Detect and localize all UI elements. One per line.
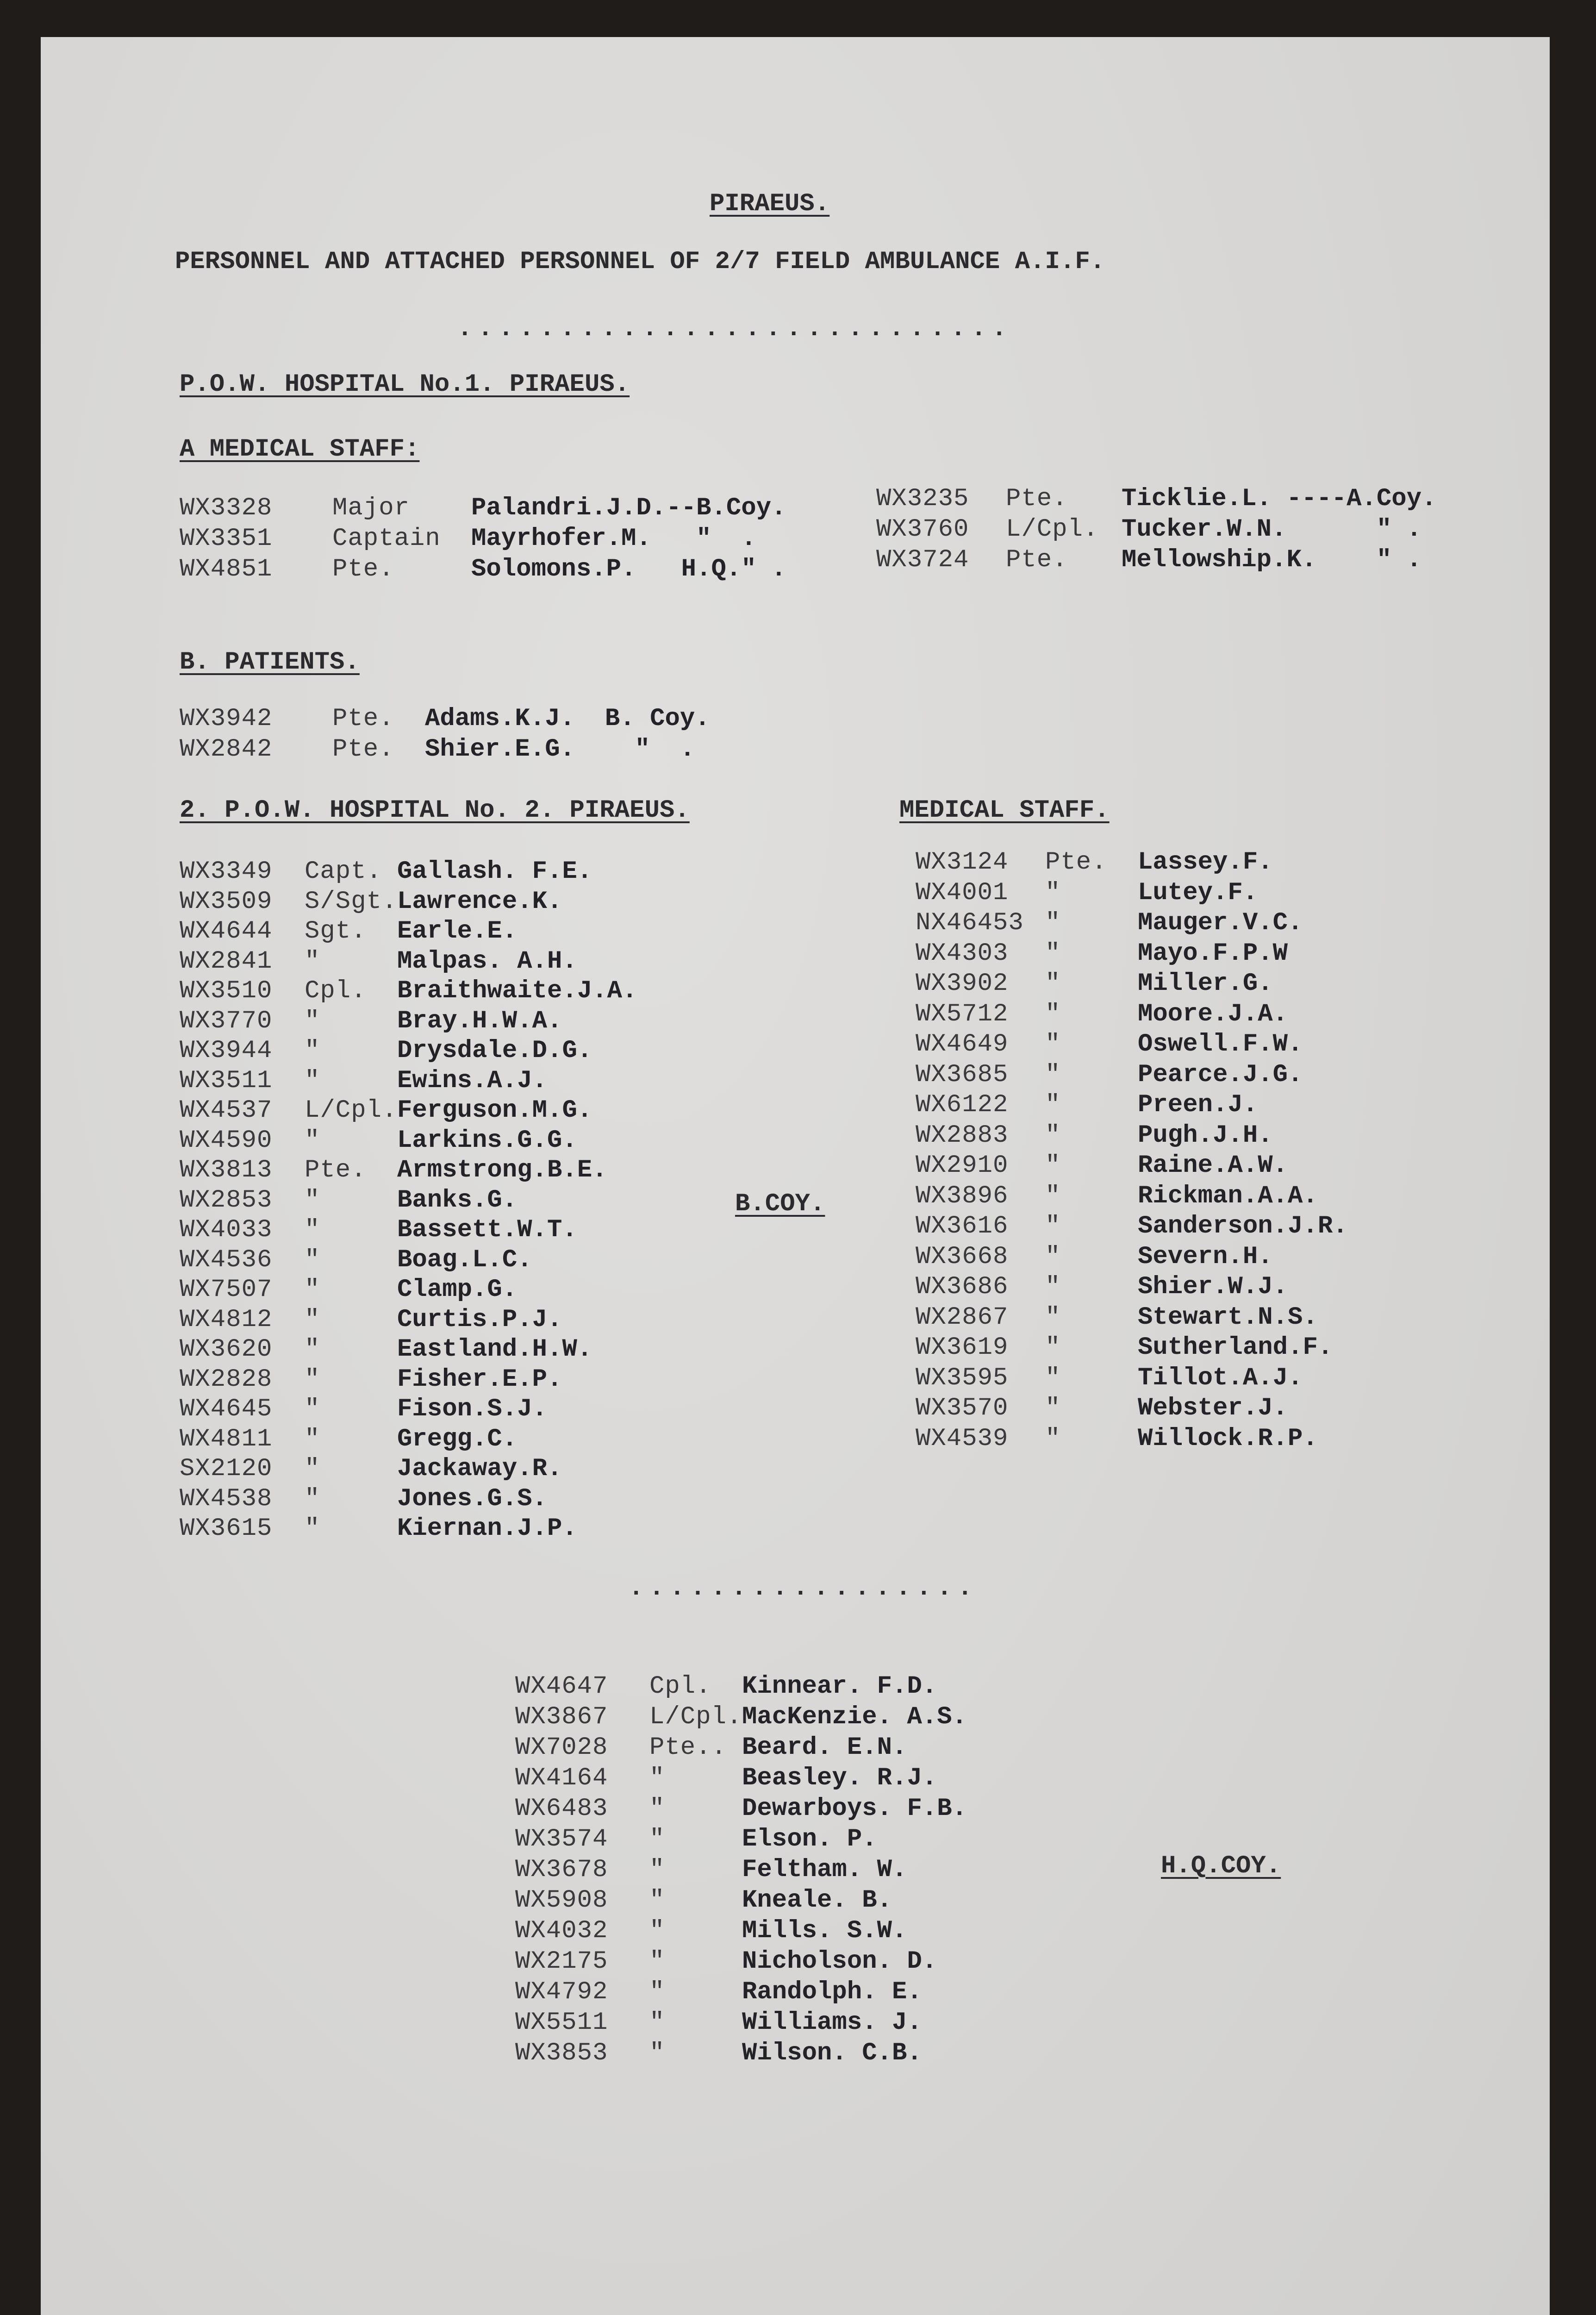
- service-number: WX3595: [916, 1364, 1009, 1392]
- service-number: WX4538: [180, 1484, 273, 1513]
- rank: ": [649, 1825, 665, 1853]
- person-name: Ewins.A.J.: [397, 1066, 548, 1095]
- service-number: WX4649: [916, 1030, 1009, 1058]
- person-name: Earle.E.: [397, 917, 517, 945]
- service-number: WX4001: [916, 878, 1009, 907]
- rank: ": [1045, 1303, 1061, 1332]
- rank: ": [305, 1484, 320, 1513]
- person-name: Shier.W.J.: [1138, 1273, 1288, 1301]
- rank: ": [1045, 1000, 1061, 1028]
- person-name: Pugh.J.H.: [1138, 1121, 1273, 1150]
- person-name: Preen.J.: [1138, 1091, 1258, 1119]
- rank: ": [1045, 1364, 1061, 1392]
- rank: ": [649, 1795, 665, 1823]
- person-name: Lassey.F.: [1138, 848, 1273, 876]
- rank: Pte.: [1006, 546, 1068, 574]
- person-name: Bassett.W.T.: [397, 1216, 577, 1244]
- rank: ": [305, 1276, 320, 1304]
- rank: ": [1045, 1394, 1061, 1422]
- rank: Pte.: [332, 555, 394, 583]
- service-number: WX3867: [515, 1703, 608, 1731]
- service-number: WX2175: [515, 1947, 608, 1976]
- rank: ": [305, 1455, 320, 1483]
- rank: ": [1045, 1333, 1061, 1362]
- rank: S/Sgt.: [305, 887, 398, 916]
- service-number: WX3813: [180, 1156, 273, 1184]
- b-coy-label: B.COY.: [735, 1190, 825, 1218]
- rank: ": [1045, 878, 1061, 907]
- person-name: Eastland.H.W.: [397, 1335, 592, 1364]
- service-number: WX7028: [515, 1733, 608, 1762]
- rank: ": [305, 1037, 320, 1065]
- rank: L/Cpl.: [649, 1703, 742, 1731]
- service-number: WX4033: [180, 1216, 273, 1244]
- person-name: Larkins.G.G.: [397, 1126, 577, 1155]
- service-number: WX2867: [916, 1303, 1009, 1332]
- person-name: Sutherland.F.: [1138, 1333, 1333, 1362]
- person-name: Stewart.N.S.: [1138, 1303, 1318, 1332]
- person-name: Moore.J.A.: [1138, 1000, 1288, 1028]
- service-number: SX2120: [180, 1455, 273, 1483]
- rank: ": [649, 1886, 665, 1915]
- patients-heading: B. PATIENTS.: [180, 648, 360, 676]
- service-number: WX4536: [180, 1245, 273, 1274]
- person-name: Boag.L.C.: [397, 1245, 532, 1274]
- service-number: WX3510: [180, 977, 273, 1005]
- service-number: WX3853: [515, 2039, 608, 2067]
- rank: ": [305, 1425, 320, 1453]
- person-name: Palandri.J.D.--B.Coy.: [471, 494, 786, 522]
- rank: Pte..: [649, 1733, 727, 1762]
- person-name: Solomons.P. H.Q." .: [471, 555, 786, 583]
- person-name: Bray.H.W.A.: [397, 1007, 562, 1035]
- service-number: WX5511: [515, 2008, 608, 2037]
- service-number: WX3668: [916, 1242, 1009, 1271]
- page-title: PIRAEUS.: [710, 190, 830, 218]
- person-name: Beasley. R.J.: [742, 1764, 937, 1792]
- hospital1-staff-heading: A MEDICAL STAFF:: [180, 435, 420, 463]
- rank: ": [1045, 1424, 1061, 1453]
- service-number: WX3902: [916, 970, 1009, 998]
- person-name: Mayo.F.P.W: [1138, 939, 1288, 968]
- service-number: WX3511: [180, 1066, 273, 1095]
- service-number: WX3509: [180, 887, 273, 916]
- person-name: Adams.K.J. B. Coy.: [425, 705, 710, 733]
- person-name: Curtis.P.J.: [397, 1305, 562, 1334]
- person-name: Tillot.A.J.: [1138, 1364, 1303, 1392]
- rank: ": [305, 1245, 320, 1274]
- rank: Major: [332, 494, 410, 522]
- hospital1-title: P.O.W. HOSPITAL No.1. PIRAEUS.: [180, 370, 630, 399]
- person-name: Williams. J.: [742, 2008, 922, 2037]
- service-number: WX4590: [180, 1126, 273, 1155]
- person-name: Malpas. A.H.: [397, 947, 577, 976]
- service-number: WX4645: [180, 1395, 273, 1423]
- person-name: Miller.G.: [1138, 970, 1273, 998]
- service-number: WX2853: [180, 1186, 273, 1214]
- person-name: Mayrhofer.M. " .: [471, 525, 756, 553]
- person-name: Kneale. B.: [742, 1886, 892, 1915]
- service-number: WX4164: [515, 1764, 608, 1792]
- rank: ": [305, 1126, 320, 1155]
- person-name: Gallash. F.E.: [397, 857, 592, 886]
- rank: ": [305, 947, 320, 976]
- rank: ": [1045, 1212, 1061, 1240]
- person-name: Mauger.V.C.: [1138, 909, 1303, 937]
- rank: ": [1045, 1151, 1061, 1180]
- service-number: WX4647: [515, 1672, 608, 1701]
- rank: L/Cpl.: [1006, 515, 1099, 544]
- rank: Pte.: [332, 735, 394, 763]
- separator-top: ...........................: [457, 315, 1012, 343]
- rank: Cpl.: [649, 1672, 711, 1701]
- person-name: Braithwaite.J.A.: [397, 977, 637, 1005]
- service-number: WX2910: [916, 1151, 1009, 1180]
- rank: ": [649, 1978, 665, 2006]
- rank: ": [1045, 909, 1061, 937]
- service-number: WX4032: [515, 1917, 608, 1945]
- rank: Cpl.: [305, 977, 367, 1005]
- rank: ": [649, 2008, 665, 2037]
- rank: Capt.: [305, 857, 382, 886]
- person-name: Willock.R.P.: [1138, 1424, 1318, 1453]
- service-number: WX2883: [916, 1121, 1009, 1150]
- person-name: Mellowship.K. " .: [1122, 546, 1422, 574]
- document-page: [41, 37, 1550, 2315]
- rank: ": [1045, 1091, 1061, 1119]
- person-name: Fisher.E.P.: [397, 1365, 562, 1394]
- rank: ": [1045, 1060, 1061, 1089]
- person-name: Feltham. W.: [742, 1856, 907, 1884]
- service-number: WX3620: [180, 1335, 273, 1364]
- rank: ": [305, 1395, 320, 1423]
- person-name: Clamp.G.: [397, 1276, 517, 1304]
- service-number: WX4644: [180, 917, 273, 945]
- person-name: Jackaway.R.: [397, 1455, 562, 1483]
- rank: ": [305, 1305, 320, 1334]
- service-number: WX5908: [515, 1886, 608, 1915]
- person-name: Ticklie.L. ----A.Coy.: [1122, 485, 1437, 513]
- service-number: WX4303: [916, 939, 1009, 968]
- rank: Captain: [332, 525, 441, 553]
- person-name: Dewarboys. F.B.: [742, 1795, 967, 1823]
- hq-coy-label: H.Q.COY.: [1161, 1852, 1281, 1880]
- service-number: WX4851: [180, 555, 273, 583]
- service-number: WX3685: [916, 1060, 1009, 1089]
- service-number: WX4537: [180, 1096, 273, 1125]
- separator-hq: .................: [629, 1574, 978, 1602]
- person-name: Wilson. C.B.: [742, 2039, 922, 2067]
- person-name: Lawrence.K.: [397, 887, 562, 916]
- service-number: WX3944: [180, 1037, 273, 1065]
- service-number: WX3619: [916, 1333, 1009, 1362]
- service-number: WX3615: [180, 1514, 273, 1543]
- rank: ": [1045, 1273, 1061, 1301]
- service-number: WX3235: [876, 485, 969, 513]
- person-name: Tucker.W.N. " .: [1122, 515, 1422, 544]
- service-number: WX3574: [515, 1825, 608, 1853]
- service-number: WX2828: [180, 1365, 273, 1394]
- person-name: Lutey.F.: [1138, 878, 1258, 907]
- person-name: Shier.E.G. " .: [425, 735, 695, 763]
- rank: ": [649, 1917, 665, 1945]
- service-number: WX4792: [515, 1978, 608, 2006]
- person-name: Elson. P.: [742, 1825, 877, 1853]
- person-name: Armstrong.B.E.: [397, 1156, 607, 1184]
- service-number: WX3678: [515, 1856, 608, 1884]
- service-number: WX3760: [876, 515, 969, 544]
- service-number: WX4811: [180, 1425, 273, 1453]
- rank: L/Cpl.: [305, 1096, 398, 1125]
- service-number: WX3686: [916, 1273, 1009, 1301]
- rank: ": [649, 1856, 665, 1884]
- service-number: WX3570: [916, 1394, 1009, 1422]
- rank: ": [1045, 1242, 1061, 1271]
- person-name: Webster.J.: [1138, 1394, 1288, 1422]
- service-number: WX4539: [916, 1424, 1009, 1453]
- service-number: WX3896: [916, 1182, 1009, 1210]
- rank: ": [649, 1947, 665, 1976]
- rank: ": [305, 1007, 320, 1035]
- rank: Pte.: [1045, 848, 1107, 876]
- service-number: WX3942: [180, 705, 273, 733]
- person-name: Jones.G.S.: [397, 1484, 548, 1513]
- rank: ": [1045, 1030, 1061, 1058]
- service-number: WX6122: [916, 1091, 1009, 1119]
- person-name: Oswell.F.W.: [1138, 1030, 1303, 1058]
- rank: Sgt.: [305, 917, 367, 945]
- hospital2-staff-heading: MEDICAL STAFF.: [899, 796, 1110, 825]
- hospital2-title: 2. P.O.W. HOSPITAL No. 2. PIRAEUS.: [180, 796, 690, 825]
- service-number: WX3724: [876, 546, 969, 574]
- rank: ": [305, 1216, 320, 1244]
- rank: ": [1045, 1182, 1061, 1210]
- person-name: Nicholson. D.: [742, 1947, 937, 1976]
- rank: Pte.: [332, 705, 394, 733]
- service-number: WX3351: [180, 525, 273, 553]
- rank: ": [305, 1066, 320, 1095]
- rank: ": [1045, 939, 1061, 968]
- person-name: Kinnear. F.D.: [742, 1672, 937, 1701]
- rank: ": [305, 1335, 320, 1364]
- service-number: WX2841: [180, 947, 273, 976]
- rank: ": [305, 1365, 320, 1394]
- service-number: NX46453: [916, 909, 1024, 937]
- service-number: WX2842: [180, 735, 273, 763]
- rank: ": [1045, 1121, 1061, 1150]
- rank: ": [1045, 970, 1061, 998]
- person-name: Sanderson.J.R.: [1138, 1212, 1348, 1240]
- rank: ": [649, 2039, 665, 2067]
- service-number: WX3328: [180, 494, 273, 522]
- document-subtitle: PERSONNEL AND ATTACHED PERSONNEL OF 2/7 FIELD AMBULANCE A.I.F.: [175, 248, 1105, 276]
- rank: ": [305, 1514, 320, 1543]
- service-number: WX4812: [180, 1305, 273, 1334]
- person-name: Fison.S.J.: [397, 1395, 548, 1423]
- person-name: Mills. S.W.: [742, 1917, 907, 1945]
- service-number: WX3124: [916, 848, 1009, 876]
- person-name: Gregg.C.: [397, 1425, 517, 1453]
- person-name: Raine.A.W.: [1138, 1151, 1288, 1180]
- person-name: Pearce.J.G.: [1138, 1060, 1303, 1089]
- person-name: Rickman.A.A.: [1138, 1182, 1318, 1210]
- person-name: Kiernan.J.P.: [397, 1514, 577, 1543]
- service-number: WX6483: [515, 1795, 608, 1823]
- person-name: Drysdale.D.G.: [397, 1037, 592, 1065]
- rank: Pte.: [1006, 485, 1068, 513]
- rank: ": [305, 1186, 320, 1214]
- person-name: Severn.H.: [1138, 1242, 1273, 1271]
- person-name: MacKenzie. A.S.: [742, 1703, 967, 1731]
- service-number: WX7507: [180, 1276, 273, 1304]
- service-number: WX3616: [916, 1212, 1009, 1240]
- person-name: Banks.G.: [397, 1186, 517, 1214]
- service-number: WX5712: [916, 1000, 1009, 1028]
- person-name: Beard. E.N.: [742, 1733, 907, 1762]
- person-name: Randolph. E.: [742, 1978, 922, 2006]
- rank: ": [649, 1764, 665, 1792]
- person-name: Ferguson.M.G.: [397, 1096, 592, 1125]
- service-number: WX3349: [180, 857, 273, 886]
- service-number: WX3770: [180, 1007, 273, 1035]
- rank: Pte.: [305, 1156, 367, 1184]
